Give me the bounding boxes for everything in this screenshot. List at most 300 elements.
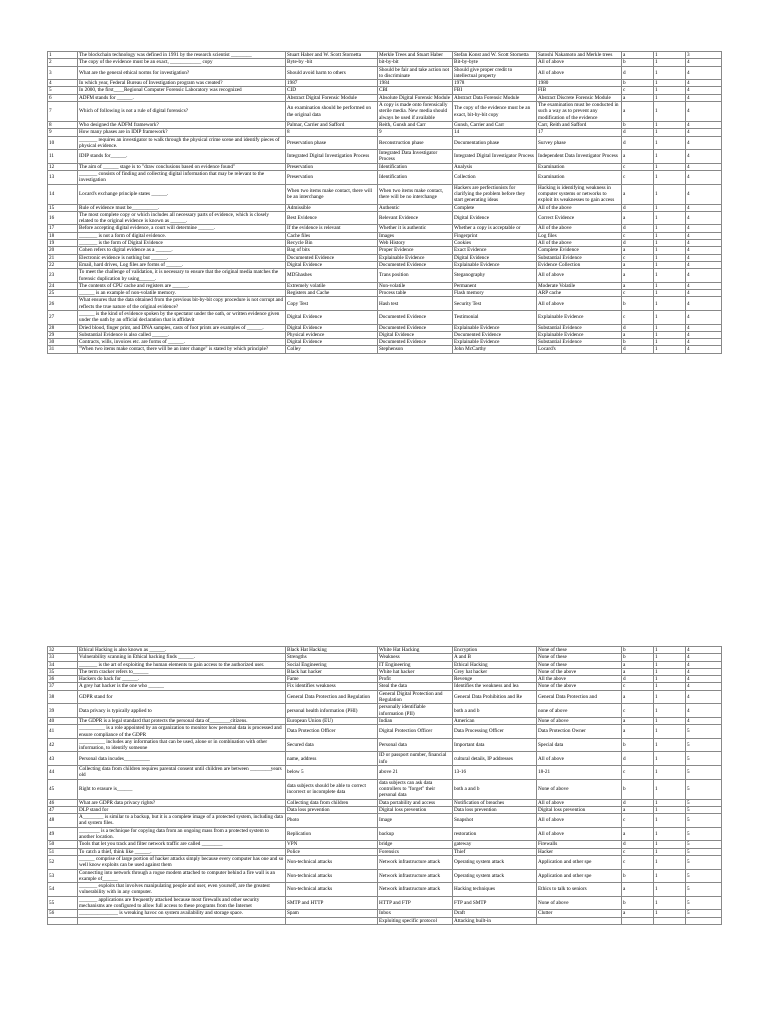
option-a-cell: Social Engineering <box>286 661 378 668</box>
option-d-cell: All the above <box>537 676 622 683</box>
marks-cell: 1 <box>654 910 686 917</box>
time-cell: 4 <box>686 668 722 675</box>
question-table-1 <box>47 51 722 354</box>
table-row <box>48 717 722 724</box>
marks-cell: 1 <box>654 66 686 80</box>
question-text-cell: Tools that let you track and filter network traffic are called ________ <box>78 841 286 848</box>
question-number-cell: 51 <box>48 848 78 855</box>
table-row <box>48 661 722 668</box>
question-text-cell: The blockchain technology was defined in 1991 by the research scientist ________ <box>78 52 286 59</box>
table-row <box>48 269 722 283</box>
time-cell: 4 <box>686 232 722 239</box>
table-row <box>48 94 722 101</box>
question-number-cell: 29 <box>48 331 78 338</box>
question-text-cell: Cohen refers to digital evidence as a ______. <box>78 247 286 254</box>
table-row <box>48 129 722 136</box>
answer-key-cell: a <box>622 668 654 675</box>
option-d-cell: ARP cache <box>537 290 622 297</box>
table-row <box>48 654 722 661</box>
option-c-cell: Should give proper credit to intellectual property <box>453 66 537 80</box>
question-text-cell: ______ is an example of non-volatile memory. <box>78 290 286 297</box>
question-text-cell: Before accepting digital evidence, a court will determine ______. <box>78 225 286 232</box>
option-a-cell: Abstract Digital Forensic Module <box>286 94 378 101</box>
marks-cell: 1 <box>654 806 686 813</box>
question-text-cell: What are the general ethical norms for investigation? <box>78 66 286 80</box>
table-row <box>48 254 722 261</box>
question-number-cell: 8 <box>48 121 78 128</box>
time-cell: 4 <box>686 240 722 247</box>
table-row <box>48 683 722 690</box>
question-number-cell: 41 <box>48 725 78 739</box>
option-d-cell: Correct Evidence <box>537 211 622 225</box>
question-number-cell: 18 <box>48 232 78 239</box>
option-c-cell: Thief <box>453 848 537 855</box>
option-c-cell: FTP and SMTP <box>453 896 537 910</box>
question-text-cell: ________ is a technique for copying data from an ongoing mass from a protected system to another location. <box>78 827 286 841</box>
question-text-cell: The term cracker refers to______ <box>78 668 286 675</box>
time-cell: 5 <box>686 799 722 806</box>
table-row <box>48 225 722 232</box>
option-a-cell: Bag of bits <box>286 247 378 254</box>
option-d-cell: Evidence Collection <box>537 261 622 268</box>
option-b-cell: Documented Evidence <box>378 261 453 268</box>
question-text-cell: _______ is not a form of digital evidence. <box>78 232 286 239</box>
option-a-cell <box>286 917 378 924</box>
option-a-cell: personal health information (PHI) <box>286 704 378 718</box>
option-d-cell: Survey phase <box>537 136 622 150</box>
option-a-cell: Photo <box>286 814 378 828</box>
option-b-cell: backup <box>378 827 453 841</box>
time-cell: 4 <box>686 290 722 297</box>
marks-cell: 1 <box>654 297 686 311</box>
table-row <box>48 211 722 225</box>
option-a-cell: Non-technical attacks <box>286 883 378 897</box>
option-b-cell: CBI <box>378 87 453 94</box>
question-number-cell: 39 <box>48 704 78 718</box>
option-b-cell: White Hat Hacking <box>378 647 453 654</box>
option-c-cell: Encryption <box>453 647 537 654</box>
question-text-cell: ______ comprise of large portion of hacker attacks simply because every computer has one and so well know exploits can be used against them <box>78 855 286 869</box>
marks-cell: 1 <box>654 331 686 338</box>
marks-cell: 1 <box>654 163 686 170</box>
option-c-cell: Flash memory <box>453 290 537 297</box>
marks-cell: 1 <box>654 668 686 675</box>
marks-cell: 1 <box>654 80 686 87</box>
answer-key-cell: c <box>622 683 654 690</box>
answer-key-cell: d <box>622 129 654 136</box>
question-text-cell: Personal data incudes__________ <box>78 752 286 766</box>
option-a-cell: Recycle Bin <box>286 240 378 247</box>
marks-cell: 1 <box>654 171 686 185</box>
question-number-cell: 45 <box>48 779 78 799</box>
question-number-cell: 32 <box>48 647 78 654</box>
time-cell: 5 <box>686 910 722 917</box>
marks-cell: 1 <box>654 184 686 204</box>
marks-cell <box>654 917 686 924</box>
table-row <box>48 297 722 311</box>
option-c-cell: Hacking techniques <box>453 883 537 897</box>
table-row <box>48 282 722 289</box>
answer-key-cell: d <box>622 676 654 683</box>
time-cell: 4 <box>686 129 722 136</box>
option-b-cell: data subjects can ask data controllers to "forget" their personal data <box>378 779 453 799</box>
option-a-cell: Digital Evidence <box>286 339 378 346</box>
option-d-cell <box>537 917 622 924</box>
time-cell: 5 <box>686 738 722 752</box>
question-text-cell: _______ requires an investigator to walk through the physical crime scene and identify pieces of physical evidence. <box>78 136 286 150</box>
table-row <box>48 738 722 752</box>
option-d-cell: Explainable Evidence <box>537 331 622 338</box>
time-cell: 4 <box>686 171 722 185</box>
table-row <box>48 883 722 897</box>
option-b-cell: 1984 <box>378 80 453 87</box>
answer-key-cell: d <box>622 66 654 80</box>
option-d-cell: All of above <box>537 827 622 841</box>
question-number-cell: 56 <box>48 910 78 917</box>
table-row <box>48 725 722 739</box>
question-text-cell: A grey hat hacker is the one who ______ <box>78 683 286 690</box>
question-text-cell: In which year, Federal Bureau of Investigation program was created? <box>78 80 286 87</box>
option-d-cell: General Data Protection and <box>537 690 622 704</box>
answer-key-cell: a <box>622 94 654 101</box>
option-a-cell: Strengths <box>286 654 378 661</box>
question-number-cell: 30 <box>48 339 78 346</box>
table-row <box>48 827 722 841</box>
question-number-cell: 10 <box>48 136 78 150</box>
marks-cell: 1 <box>654 269 686 283</box>
option-b-cell: Should be fair and take action not to discriminate <box>378 66 453 80</box>
question-number-cell: 36 <box>48 676 78 683</box>
time-cell: 4 <box>686 87 722 94</box>
option-d-cell: Explainable Evidence <box>537 310 622 324</box>
question-number-cell: 16 <box>48 211 78 225</box>
table-row <box>48 171 722 185</box>
option-d-cell: Moderate Volatile <box>537 282 622 289</box>
option-d-cell: Locard's <box>537 346 622 353</box>
question-number-cell: 40 <box>48 717 78 724</box>
option-c-cell: Snapshot <box>453 814 537 828</box>
option-c-cell: Data loss prevention <box>453 806 537 813</box>
table-row <box>48 163 722 170</box>
option-a-cell: Spam <box>286 910 378 917</box>
table-row <box>48 752 722 766</box>
table-row <box>48 896 722 910</box>
answer-key-cell: b <box>622 121 654 128</box>
marks-cell: 1 <box>654 211 686 225</box>
question-number-cell: 38 <box>48 690 78 704</box>
time-cell: 4 <box>686 136 722 150</box>
question-text-cell: Contracts, wills, invoices etc. are forms of ______. <box>78 339 286 346</box>
option-c-cell: FBI <box>453 87 537 94</box>
time-cell: 5 <box>686 779 722 799</box>
question-number-cell: 3 <box>48 66 78 80</box>
option-d-cell: Application and other spe <box>537 855 622 869</box>
option-b-cell: 9 <box>378 129 453 136</box>
option-d-cell: The examination must be conducted in such a way as to prevent any modification of the evidence <box>537 102 622 122</box>
time-cell: 4 <box>686 184 722 204</box>
option-a-cell: Byte-by -bit <box>286 59 378 66</box>
question-number-cell: 13 <box>48 171 78 185</box>
time-cell: 4 <box>686 282 722 289</box>
table-row <box>48 150 722 164</box>
question-number-cell: 43 <box>48 752 78 766</box>
marks-cell: 1 <box>654 94 686 101</box>
option-c-cell: Important data <box>453 738 537 752</box>
marks-cell: 1 <box>654 683 686 690</box>
question-text-cell: "When two items make contact, there will be an inter change" is stated by which principle? <box>78 346 286 353</box>
option-d-cell: All of above <box>537 799 622 806</box>
option-d-cell: None of the above <box>537 668 622 675</box>
answer-key-cell: c <box>622 848 654 855</box>
option-c-cell: Explainable Evidence <box>453 339 537 346</box>
question-text-cell: Ethical Hacking is also known as ______. <box>78 647 286 654</box>
answer-key-cell: b <box>622 80 654 87</box>
time-cell: 4 <box>686 247 722 254</box>
answer-key-cell: b <box>622 896 654 910</box>
question-table-2 <box>47 646 722 925</box>
question-number-cell: 22 <box>48 261 78 268</box>
marks-cell: 1 <box>654 240 686 247</box>
option-a-cell: MD5hashes <box>286 269 378 283</box>
option-a-cell: below 5 <box>286 766 378 780</box>
marks-cell: 1 <box>654 136 686 150</box>
marks-cell: 1 <box>654 254 686 261</box>
table-row <box>48 766 722 780</box>
question-number-cell: 15 <box>48 204 78 211</box>
time-cell: 5 <box>686 855 722 869</box>
option-b-cell: Images <box>378 232 453 239</box>
option-c-cell: Ethical Hacking <box>453 661 537 668</box>
question-number-cell: 54 <box>48 883 78 897</box>
option-d-cell: Ethics to talk to seniors <box>537 883 622 897</box>
time-cell: 4 <box>686 654 722 661</box>
time-cell: 3 <box>686 52 722 59</box>
question-number-cell: 14 <box>48 184 78 204</box>
question-number-cell: 21 <box>48 254 78 261</box>
option-a-cell: Admissible <box>286 204 378 211</box>
time-cell: 5 <box>686 896 722 910</box>
time-cell <box>686 917 722 924</box>
option-c-cell: Data Processing Officer <box>453 725 537 739</box>
answer-key-cell: a <box>622 184 654 204</box>
question-number-cell: 1 <box>48 52 78 59</box>
marks-cell: 1 <box>654 704 686 718</box>
option-c-cell: Documentation phase <box>453 136 537 150</box>
answer-key-cell: a <box>622 150 654 164</box>
option-b-cell: A copy is made onto forensically sterile media. New media should always be used if available <box>378 102 453 122</box>
time-cell: 5 <box>686 869 722 883</box>
option-d-cell: All of above <box>537 814 622 828</box>
option-c-cell: gateway <box>453 841 537 848</box>
option-a-cell: Colley <box>286 346 378 353</box>
answer-key-cell: a <box>622 910 654 917</box>
table-row <box>48 324 722 331</box>
question-number-cell: 44 <box>48 766 78 780</box>
option-a-cell: Preservation phase <box>286 136 378 150</box>
marks-cell: 1 <box>654 52 686 59</box>
time-cell: 5 <box>686 848 722 855</box>
option-b-cell: Reconstruction phase <box>378 136 453 150</box>
answer-key-cell: d <box>622 324 654 331</box>
option-b-cell: bit-by-bit <box>378 59 453 66</box>
option-c-cell: Testimonial <box>453 310 537 324</box>
option-a-cell: SMTP and HTTP <box>286 896 378 910</box>
table-row <box>48 647 722 654</box>
time-cell: 4 <box>686 676 722 683</box>
option-a-cell: Fix identifies weakness <box>286 683 378 690</box>
answer-key-cell: b <box>622 869 654 883</box>
answer-key-cell: c <box>622 290 654 297</box>
option-b-cell: Relevant Evidence <box>378 211 453 225</box>
option-c-cell: cultural details, IP addresses <box>453 752 537 766</box>
time-cell: 4 <box>686 254 722 261</box>
time-cell: 4 <box>686 346 722 353</box>
option-b-cell: Documented Evidence <box>378 339 453 346</box>
time-cell: 4 <box>686 297 722 311</box>
table-row <box>48 121 722 128</box>
time-cell: 5 <box>686 814 722 828</box>
option-a-cell: Best Evidence <box>286 211 378 225</box>
option-a-cell: Secured data <box>286 738 378 752</box>
answer-key-cell: a <box>622 247 654 254</box>
marks-cell: 1 <box>654 102 686 122</box>
option-c-cell: Digital Evidence <box>453 254 537 261</box>
question-text-cell: _______ exploits that involves manipulating people and user, even yourself, are the greatest vulnerability with in any computer. <box>78 883 286 897</box>
option-d-cell: 18-21 <box>537 766 622 780</box>
answer-key-cell: c <box>622 310 654 324</box>
option-c-cell: Operating system attack <box>453 855 537 869</box>
table-row <box>48 136 722 150</box>
table-row <box>48 779 722 799</box>
question-text-cell: Substantial Evidence is also called ______. <box>78 331 286 338</box>
marks-cell: 1 <box>654 725 686 739</box>
question-number-cell: 2 <box>48 59 78 66</box>
option-b-cell: Network infrastructure attack <box>378 869 453 883</box>
question-text-cell: Rule of evidence must be__________. <box>78 204 286 211</box>
option-a-cell: Digital Evidence <box>286 261 378 268</box>
table-row <box>48 841 722 848</box>
marks-cell: 1 <box>654 766 686 780</box>
table-row <box>48 59 722 66</box>
option-b-cell: Steal the data <box>378 683 453 690</box>
option-c-cell: restoration <box>453 827 537 841</box>
option-b-cell: Digital Protection Officer <box>378 725 453 739</box>
option-a-cell: When two items make contact, there will be an interchange <box>286 184 378 204</box>
question-text-cell: _______ is the form of Digital Evidence <box>78 240 286 247</box>
time-cell: 4 <box>686 683 722 690</box>
option-a-cell: If the evidence is relevant <box>286 225 378 232</box>
option-b-cell: Inbox <box>378 910 453 917</box>
option-c-cell: Stefan Konst and W. Scott Stornetta <box>453 52 537 59</box>
question-number-cell: 4 <box>48 80 78 87</box>
option-c-cell: Permanent <box>453 282 537 289</box>
option-b-cell: Integrated Data Investigator Process <box>378 150 453 164</box>
option-d-cell: None of above <box>537 896 622 910</box>
option-d-cell: Independent Data Investigator Process <box>537 150 622 164</box>
table-row <box>48 261 722 268</box>
option-b-cell: Process table <box>378 290 453 297</box>
option-c-cell: Grey hat hacker <box>453 668 537 675</box>
question-text-cell: _______________ is wreaking havoc on system availability and storage space. <box>78 910 286 917</box>
marks-cell: 1 <box>654 848 686 855</box>
time-cell: 4 <box>686 647 722 654</box>
question-text-cell: Connecting into network through a rogue modem attached to computer behind a fire wall is an example of______ <box>78 869 286 883</box>
question-number-cell: 11 <box>48 150 78 164</box>
option-a-cell: Registers and Cache <box>286 290 378 297</box>
question-text-cell: Electronic evidence is nothing but ______. <box>78 254 286 261</box>
marks-cell: 1 <box>654 752 686 766</box>
answer-key-cell: d <box>622 204 654 211</box>
table-row <box>48 87 722 94</box>
option-b-cell: Indian <box>378 717 453 724</box>
table-row <box>48 66 722 80</box>
table-row <box>48 240 722 247</box>
question-text-cell: A________ is similar to a backup, but it is a complete image of a protected system, including data and system files. <box>78 814 286 828</box>
option-b-cell: Absolute Digital Forensic Module <box>378 94 453 101</box>
question-number-cell: 27 <box>48 310 78 324</box>
question-text-cell: The GDPR is a legal standard that protects the personal data of________citizens. <box>78 717 286 724</box>
question-number-cell: 5 <box>48 87 78 94</box>
option-c-cell: American <box>453 717 537 724</box>
answer-key-cell: c <box>622 766 654 780</box>
answer-key-cell: a <box>622 102 654 122</box>
option-b-cell: Identification <box>378 163 453 170</box>
marks-cell: 1 <box>654 814 686 828</box>
time-cell: 4 <box>686 80 722 87</box>
marks-cell: 1 <box>654 310 686 324</box>
table-row <box>48 799 722 806</box>
option-a-cell: name, address <box>286 752 378 766</box>
answer-key-cell: b <box>622 297 654 311</box>
marks-cell: 1 <box>654 827 686 841</box>
option-a-cell: Collecting data from children <box>286 799 378 806</box>
option-b-cell: bridge <box>378 841 453 848</box>
marks-cell: 1 <box>654 883 686 897</box>
option-d-cell: Carr, Reith and Safford <box>537 121 622 128</box>
answer-key-cell: d <box>622 225 654 232</box>
question-number-cell: 42 <box>48 738 78 752</box>
option-a-cell: General Data Protection and Regulation <box>286 690 378 704</box>
answer-key-cell: b <box>622 339 654 346</box>
option-d-cell: Firewalls <box>537 841 622 848</box>
option-c-cell: Draft <box>453 910 537 917</box>
option-d-cell: Application and other spe <box>537 869 622 883</box>
time-cell: 4 <box>686 690 722 704</box>
option-d-cell: Digital loss prevention <box>537 806 622 813</box>
option-b-cell: Network infrastructure attack <box>378 855 453 869</box>
option-c-cell: Bit-by-byte <box>453 59 537 66</box>
question-number-cell: 46 <box>48 799 78 806</box>
option-b-cell: Documented Evidence <box>378 310 453 324</box>
answer-key-cell: a <box>622 261 654 268</box>
table-row <box>48 910 722 917</box>
marks-cell: 1 <box>654 896 686 910</box>
answer-key-cell: c <box>622 171 654 185</box>
time-cell: 4 <box>686 331 722 338</box>
option-b-cell: When two items make contact, there will be no interchange <box>378 184 453 204</box>
option-b-cell: White hat hacker <box>378 668 453 675</box>
question-number-cell: 26 <box>48 297 78 311</box>
question-text-cell: To catch a thief, think like ______. <box>78 848 286 855</box>
time-cell: 4 <box>686 324 722 331</box>
time-cell: 5 <box>686 883 722 897</box>
table-row <box>48 247 722 254</box>
option-c-cell: A and B <box>453 654 537 661</box>
option-b-cell: Non-volatile <box>378 282 453 289</box>
question-text-cell: The copy of the evidence must be an exact, ____________ copy <box>78 59 286 66</box>
option-a-cell: Cache files <box>286 232 378 239</box>
answer-key-cell: a <box>622 717 654 724</box>
